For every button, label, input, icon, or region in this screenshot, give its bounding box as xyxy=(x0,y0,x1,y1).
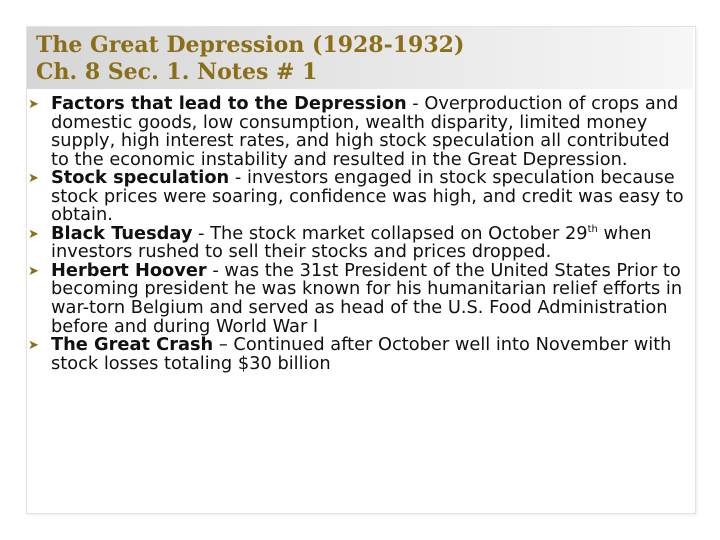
arrow-bullet-icon: ➤ xyxy=(28,263,39,279)
title-line-2: Ch. 8 Sec. 1. Notes # 1 xyxy=(36,59,318,85)
slide-title xyxy=(36,32,464,86)
bullet-text-continued: when investors rushed to sell their stocks and prices dropped. xyxy=(51,222,652,263)
bullet-text: - was the 31st President of the United States Prior to becoming president he was known for his humanitarian relief efforts in war-torn Belgium and served as head of the U.S. Food Administration before and during World War I xyxy=(51,259,683,337)
bullet-term: The Great Crash xyxy=(51,334,214,356)
arrow-bullet-icon: ➤ xyxy=(28,338,39,354)
bullet-text: – Continued after October well into November with stock losses totaling $30 billion xyxy=(51,334,672,374)
bullet-term: Factors that lead to the Depression xyxy=(51,93,407,114)
bullet-term: Stock speculation xyxy=(51,167,230,189)
bullet-black-tuesday xyxy=(28,222,693,263)
arrow-bullet-icon: ➤ xyxy=(28,226,39,242)
arrow-bullet-icon: ➤ xyxy=(28,171,39,187)
bullet-term: Herbert Hoover xyxy=(51,259,207,281)
bullet-text: - Overproduction of crops and domestic goods, low consumption, wealth disparity, limited money supply, high interest rates, and high stock speculation all contributed to the economic instability and resulted in the Great Depression. xyxy=(51,93,679,170)
title-line-1: The Great Depression (1928-1932) xyxy=(36,32,465,58)
bullet-herbert-hoover xyxy=(28,259,693,337)
bullet-term: Black Tuesday xyxy=(51,222,193,244)
bullet-text: - investors engaged in stock speculation because stock prices were soaring, confidence was high, and credit was easy to obtain. xyxy=(51,167,684,226)
bullet-factors xyxy=(28,95,693,169)
bullet-great-crash xyxy=(28,336,693,373)
ordinal-suffix: th xyxy=(587,223,598,235)
arrow-bullet-icon: ➤ xyxy=(28,97,39,112)
bullet-list xyxy=(28,95,693,373)
bullet-stock-speculation xyxy=(28,169,693,225)
bullet-text: - The stock market collapsed on October 29 xyxy=(192,222,588,244)
